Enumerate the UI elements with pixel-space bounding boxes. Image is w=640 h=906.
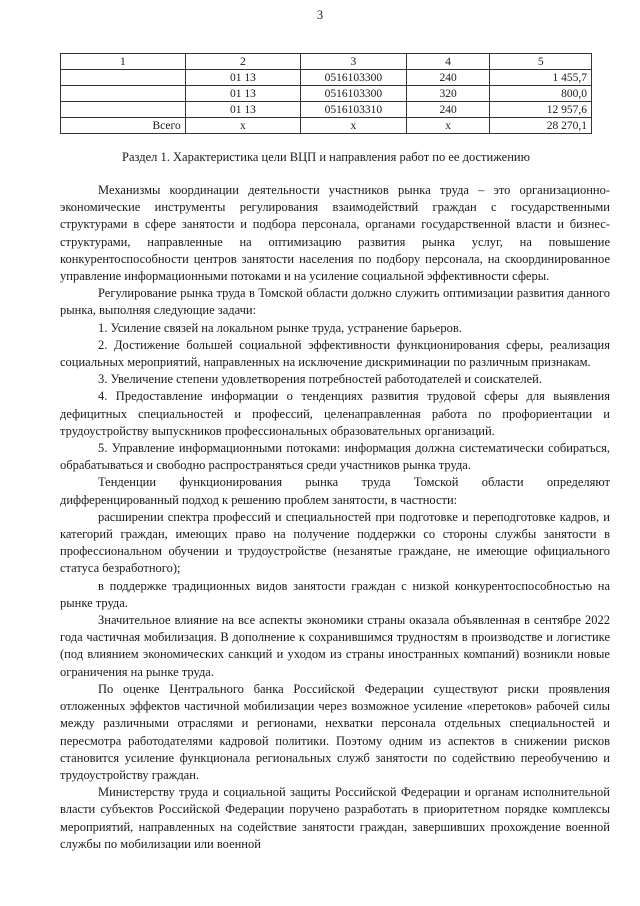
paragraph: Значительное влияние на все аспекты экономики страны оказала объявленная в сентябре 2022 года частичная мобилизация. В дополнение к сохранившимся трудностям в производстве и логистике (под влиянием экономических санкций и уходом из страны иностранных компаний) возникли новые ограничения на рынке труда. xyxy=(60,613,610,679)
table-cell: 01 13 xyxy=(185,70,300,86)
table-cell xyxy=(61,86,186,102)
table-cell: 12 957,6 xyxy=(490,102,592,118)
table-total-row xyxy=(61,118,592,134)
paragraph: 3. Увеличение степени удовлетворения потребностей работодателей и соискателей. xyxy=(98,372,542,387)
paragraph: По оценке Центрального банка Российской Федерации существуют риски проявления отложенных эффектов частичной мобилизации через возможное усиление «перетоков» рабочей силы между различными отраслями и регионами, нехватки персонала отдельных специальностей и пересмотра работодателями кадровой политики. Поэтому одним из аспектов в снижении рисков становится усиление функционала региональных служб занятости по содействию переобучению и трудоустройству граждан. xyxy=(60,681,610,782)
table-cell: x xyxy=(406,118,490,134)
table-cell: x xyxy=(185,118,300,134)
section-title: Раздел 1. Характеристика цели ВЦП и направления работ по ее достижению xyxy=(122,150,530,164)
table-header-cell: 2 xyxy=(185,54,300,70)
paragraph: расширении спектра профессий и специальностей при подготовке и переподготовке кадров, и категорий граждан, имеющих право на получение поддержки со стороны службы занятости в профессиональном обучении и трудоустройстве (незанятые граждане, не имеющие официального статуса безработного); xyxy=(60,509,610,576)
table-cell: 0516103300 xyxy=(301,70,407,86)
paragraph: Тенденции функционирования рынка труда Томской области определяют дифференцированный подход к решению проблем занятости, в частности: xyxy=(60,475,610,507)
paragraph: Регулирование рынка труда в Томской области должно служить оптимизации развития данного рынка, выполняя следующие задачи: xyxy=(60,286,610,318)
table-header-cell: 5 xyxy=(490,54,592,70)
table-header-cell: 1 xyxy=(61,54,186,70)
table-cell xyxy=(61,102,186,118)
table-cell: x xyxy=(301,118,407,134)
table-cell: 240 xyxy=(406,102,490,118)
table-cell xyxy=(61,70,186,86)
paragraph: 1. Усиление связей на локальном рынке труда, устранение барьеров. xyxy=(98,320,462,335)
table-cell: 1 455,7 xyxy=(490,70,592,86)
table-cell: 01 13 xyxy=(185,86,300,102)
table-header-cell: 3 xyxy=(301,54,407,70)
table-cell: 240 xyxy=(406,70,490,86)
table-row xyxy=(61,102,592,118)
paragraph: 2. Достижение большей социальной эффективности функционирования сферы, реализация социальных мероприятий, направленных на исключение дискриминации по различным признакам. xyxy=(60,337,610,370)
budget-table xyxy=(60,53,592,134)
table-row xyxy=(61,70,592,86)
table-cell: 01 13 xyxy=(185,102,300,118)
paragraph: Министерству труда и социальной защиты Российской Федерации и органам исполнительной власти субъектов Российской Федерации поручено разработать в приоритетном порядке комплексы мероприятий, направленных на содействие занятости граждан, завершивших прохождение военной службы по мобилизации или военной xyxy=(60,785,610,851)
paragraph: Механизмы координации деятельности участников рынка труда – это организационно-экономические инструменты регулирования взаимодействий граждан с государственными структурами в сфере занятости и подбора персонала, органами государственной власти и бизнес-структурами, направленные на оптимизацию развития рынка услуг, на повышение конкурентоспособности центров занятости населения по подбору персонала, на скоординированное управление информационными потоками и на усиление социальной эффективности сферы. xyxy=(60,183,610,284)
table-header-row xyxy=(61,54,592,70)
table-cell: Всего xyxy=(61,118,186,134)
body-text xyxy=(60,182,610,853)
table-cell: 800,0 xyxy=(490,86,592,102)
table-cell: 28 270,1 xyxy=(490,118,592,134)
paragraph: в поддержке традиционных видов занятости граждан с низкой конкурентоспособностью на рынке труда. xyxy=(60,578,610,610)
paragraph: 4. Предоставление информации о тенденциях развития трудовой сферы для выявления дефицитных специальностей и профессий, целенаправленная работа по профориентации и трудоустройству выпускников профессиональных образовательных организаций. xyxy=(60,389,610,438)
table-row xyxy=(61,86,592,102)
table-cell: 320 xyxy=(406,86,490,102)
page-number: 3 xyxy=(316,8,324,22)
table-header-cell: 4 xyxy=(406,54,490,70)
paragraph: 5. Управление информационными потоками: информация должна систематически собираться, обрабатываться и свободно распространяться среди участников рынка труда. xyxy=(60,441,610,473)
table-cell: 0516103300 xyxy=(301,86,407,102)
table-cell: 0516103310 xyxy=(301,102,407,118)
